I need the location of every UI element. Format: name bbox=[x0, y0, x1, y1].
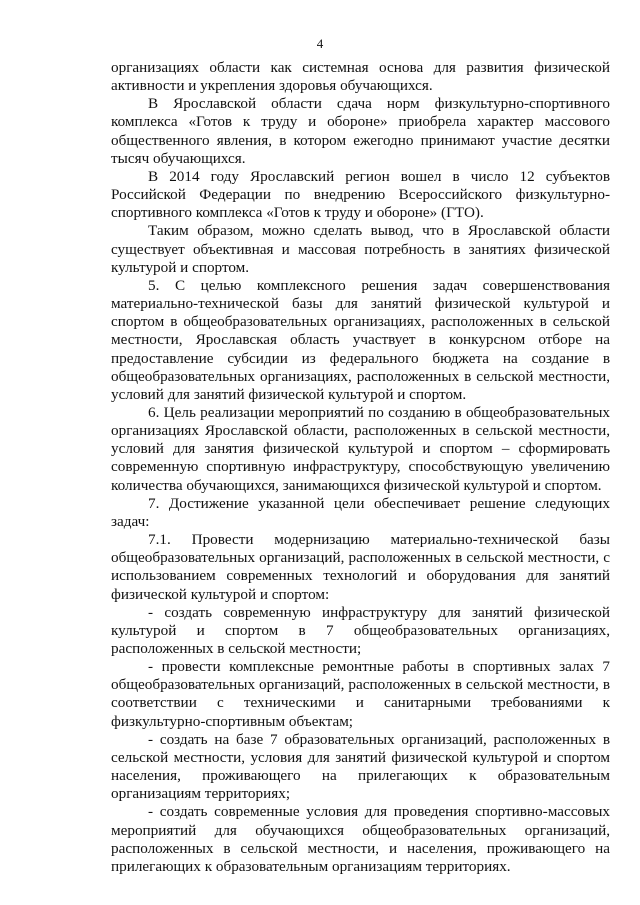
paragraph-item-7: 7. Достижение указанной цели обеспечивает решение следующих задач: bbox=[111, 494, 610, 530]
paragraph-item-6: 6. Цель реализации мероприятий по созданию в общеобразовательных организациях Ярославской области, расположенных в сельской местности, условий для занятия физической культурой и спортом – сформировать современную спортивную инфраструктуру, способствующую увеличению количества обучающихся, занимающихся физической культурой и спортом. bbox=[111, 403, 610, 494]
list-item-repair-works: - провести комплексные ремонтные работы в спортивных залах 7 общеобразовательных организаций, расположенных в сельской местности, в соответствии с техническими и санитарными требованиями к физкультурно-спортивным объектам; bbox=[111, 658, 610, 730]
paragraph-conclusion: Таким образом, можно сделать вывод, что в Ярославской области существует объективная и массовая потребность в занятиях физической культурой и спортом. bbox=[111, 222, 610, 276]
list-item-infrastructure: - создать современную инфраструктуру для занятий физической культурой и спортом в 7 общеобразовательных организациях, расположенных в сельской местности; bbox=[111, 603, 610, 657]
paragraph-item-7-1: 7.1. Провести модернизацию материально-технической базы общеобразовательных организаций, расположенных в сельской местности, с использованием современных технологий и оборудования для занятий физической культурой и спортом: bbox=[111, 531, 610, 603]
list-item-mass-events: - создать современные условия для проведения спортивно-массовых мероприятий для обучающихся общеобразовательных организаций, расположенных в сельской местности, и населения, проживающего на прилегающих к образовательным организациям территориях. bbox=[111, 803, 610, 875]
paragraph-continuation: организациях области как системная основа для развития физической активности и укрепления здоровья обучающихся. bbox=[111, 59, 610, 95]
paragraph-gto-2014: В 2014 году Ярославский регион вошел в число 12 субъектов Российской Федерации по внедрению Всероссийского физкультурно-спортивного комплекса «Готов к труду и обороне» (ГТО). bbox=[111, 167, 610, 222]
paragraph-item-5: 5. С целью комплексного решения задач совершенствования материально-технической базы для занятий физической культурой и спортом в общеобразовательных организациях, расположенных в сельской местности, Ярославская область участвует в конкурсном отборе на предоставление субсидии из федерального бюджета на создание в общеобразовательных организациях, расположенных в сельской местности, условий для занятий физической культурой и спортом. bbox=[111, 276, 610, 403]
list-item-population-conditions: - создать на базе 7 образовательных организаций, расположенных в сельской местности, условия для занятий физической культурой и спортом населения, проживающего на прилегающих к образовательным организациям территориях; bbox=[111, 730, 610, 803]
page-number: 4 bbox=[316, 36, 324, 51]
document-body bbox=[111, 59, 610, 876]
paragraph-gto-participation: В Ярославской области сдача норм физкультурно-спортивного комплекса «Готов к труду и обороне» приобрела характер массового общественного явления, в котором ежегодно принимают участие десятки тысяч обучающихся. bbox=[111, 95, 610, 167]
